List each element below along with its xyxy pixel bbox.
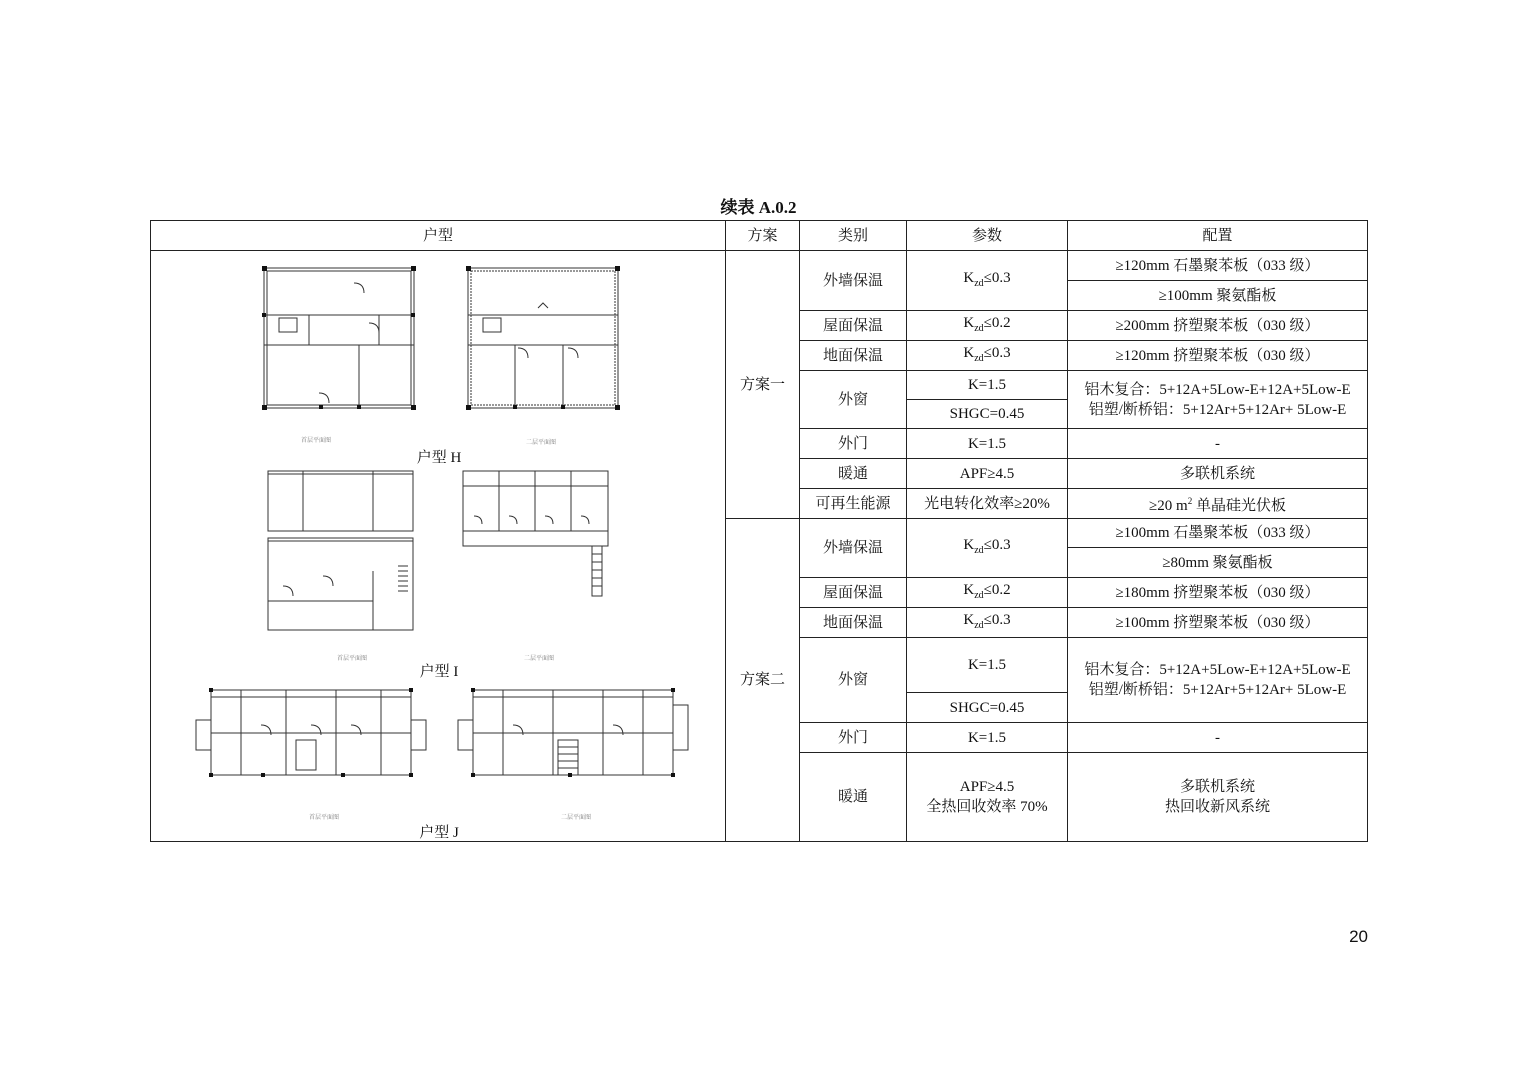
config-table	[150, 220, 1368, 842]
scheme2-roof-cat: 屋面保温	[800, 578, 907, 608]
unit-h-title: 户型 H	[416, 450, 462, 466]
scheme1-renew-param: 光电转化效率≥20%	[907, 489, 1068, 519]
scheme2-roof-cfg: ≥180mm 挤塑聚苯板（030 级）	[1068, 578, 1368, 608]
scheme1-wall-cfg1: ≥120mm 石墨聚苯板（033 级）	[1068, 251, 1368, 281]
scheme1-wall-cat: 外墙保温	[800, 251, 907, 311]
scheme2-wall-cfg1: ≥100mm 石墨聚苯板（033 级）	[1068, 519, 1368, 548]
scheme1-ground-cfg: ≥120mm 挤塑聚苯板（030 级）	[1068, 341, 1368, 371]
scheme1-ground-param: $K_{zd}\le 0.3$	[907, 341, 1068, 371]
unit-h-plan-2-drawing	[463, 263, 623, 413]
scheme2-window-cfg2: 铝塑/断桥铝：5+12Ar+5+12Ar+ 5Low-E	[1088, 682, 1347, 698]
scheme1-hvac-param: APF≥4.5	[907, 459, 1068, 489]
scheme2-hvac-param2: 全热回收效率 70%	[926, 799, 1048, 815]
scheme1-hvac-cat: 暖通	[800, 459, 907, 489]
scheme2-window-cfg1: 铝木复合：5+12A+5Low-E+12A+5Low-E	[1084, 662, 1351, 678]
scheme2-wall-cfg2: ≥80mm 聚氨酯板	[1068, 548, 1368, 578]
scheme2-window-cfg	[1068, 638, 1368, 723]
scheme1-wall-param: $K_{zd}\le 0.3$	[907, 251, 1068, 311]
scheme2-ground-cfg: ≥100mm 挤塑聚苯板（030 级）	[1068, 608, 1368, 638]
unit-h-plan-1-drawing	[259, 263, 419, 413]
scheme1-window-cat: 外窗	[800, 371, 907, 429]
scheme1-roof-param: $K_{zd}\le 0.2$	[907, 311, 1068, 341]
table-caption: 续表 A.0.2	[720, 198, 797, 217]
unit-h-plan-1-label: 首层平面图	[301, 437, 332, 444]
scheme1-door-param: K=1.5	[907, 429, 1068, 459]
scheme2-window-k: K=1.5	[907, 638, 1068, 693]
scheme1-window-cfg2: 铝塑/断桥铝：5+12Ar+5+12Ar+ 5Low-E	[1088, 401, 1347, 418]
scheme1-door-cat: 外门	[800, 429, 907, 459]
scheme2-ground-cat: 地面保温	[800, 608, 907, 638]
unit-h-plan-2-label: 二层平面图	[526, 439, 557, 446]
unit-j-plan-1-label: 首层平面图	[309, 814, 340, 821]
header-config: 配置	[1068, 221, 1368, 251]
scheme2-window-shgc: SHGC=0.45	[907, 693, 1068, 723]
scheme1-renew-cat: 可再生能源	[800, 489, 907, 519]
header-unit-type: 户型	[151, 221, 726, 251]
scheme1-roof-cfg: ≥200mm 挤塑聚苯板（030 级）	[1068, 311, 1368, 341]
floor-plans	[151, 251, 726, 841]
scheme1-renew-cfg: ≥20 $m^2$ 单晶硅光伏板	[1068, 489, 1368, 519]
scheme2-hvac-cfg2: 热回收新风系统	[1164, 799, 1270, 815]
header-param: 参数	[907, 221, 1068, 251]
scheme1-ground-cat: 地面保温	[800, 341, 907, 371]
page-number: 20	[1349, 927, 1368, 946]
floor-plans-cell	[151, 251, 726, 842]
scheme2-hvac-param1: APF≥4.5	[959, 779, 1015, 795]
scheme1-hvac-cfg: 多联机系统	[1068, 459, 1368, 489]
scheme2-roof-param: $K_{zd}\le 0.2$	[907, 578, 1068, 608]
unit-i-plan-2-drawing	[459, 466, 614, 601]
scheme1-window-shgc: SHGC=0.45	[907, 400, 1068, 429]
unit-j-plan-1-drawing	[191, 685, 431, 800]
scheme1-name: 方案一	[726, 251, 800, 519]
unit-j-plan-2-drawing	[453, 685, 693, 800]
scheme2-door-param: K=1.5	[907, 723, 1068, 753]
scheme2-hvac-cat: 暖通	[800, 753, 907, 842]
scheme1-wall-cfg2: ≥100mm 聚氨酯板	[1068, 281, 1368, 311]
unit-i-title: 户型 I	[419, 664, 459, 680]
unit-i-plan-1-label: 首层平面图	[337, 655, 368, 662]
unit-j-plan-2-label: 二层平面图	[561, 814, 592, 821]
scheme1-window-cfg	[1068, 371, 1368, 429]
scheme2-hvac-param	[907, 753, 1068, 842]
scheme2-name: 方案二	[726, 519, 800, 842]
scheme2-window-cat: 外窗	[800, 638, 907, 723]
scheme1-window-k: K=1.5	[907, 371, 1068, 400]
unit-i-plan-1-drawing	[263, 466, 421, 636]
scheme2-wall-cat: 外墙保温	[800, 519, 907, 578]
unit-i-plan-2-label: 二层平面图	[524, 655, 555, 662]
scheme1-roof-cat: 屋面保温	[800, 311, 907, 341]
scheme1-door-cfg: -	[1068, 429, 1368, 459]
scheme2-hvac-cfg	[1068, 753, 1368, 842]
scheme2-ground-param: $K_{zd}\le 0.3$	[907, 608, 1068, 638]
scheme1-window-cfg1: 铝木复合：5+12A+5Low-E+12A+5Low-E	[1084, 381, 1351, 398]
header-scheme: 方案	[726, 221, 800, 251]
scheme2-door-cfg: -	[1068, 723, 1368, 753]
scheme2-hvac-cfg1: 多联机系统	[1179, 779, 1255, 795]
header-category: 类别	[800, 221, 907, 251]
scheme2-door-cat: 外门	[800, 723, 907, 753]
scheme2-wall-param: $K_{zd}\le 0.3$	[907, 519, 1068, 578]
unit-j-title: 户型 J	[419, 825, 459, 841]
